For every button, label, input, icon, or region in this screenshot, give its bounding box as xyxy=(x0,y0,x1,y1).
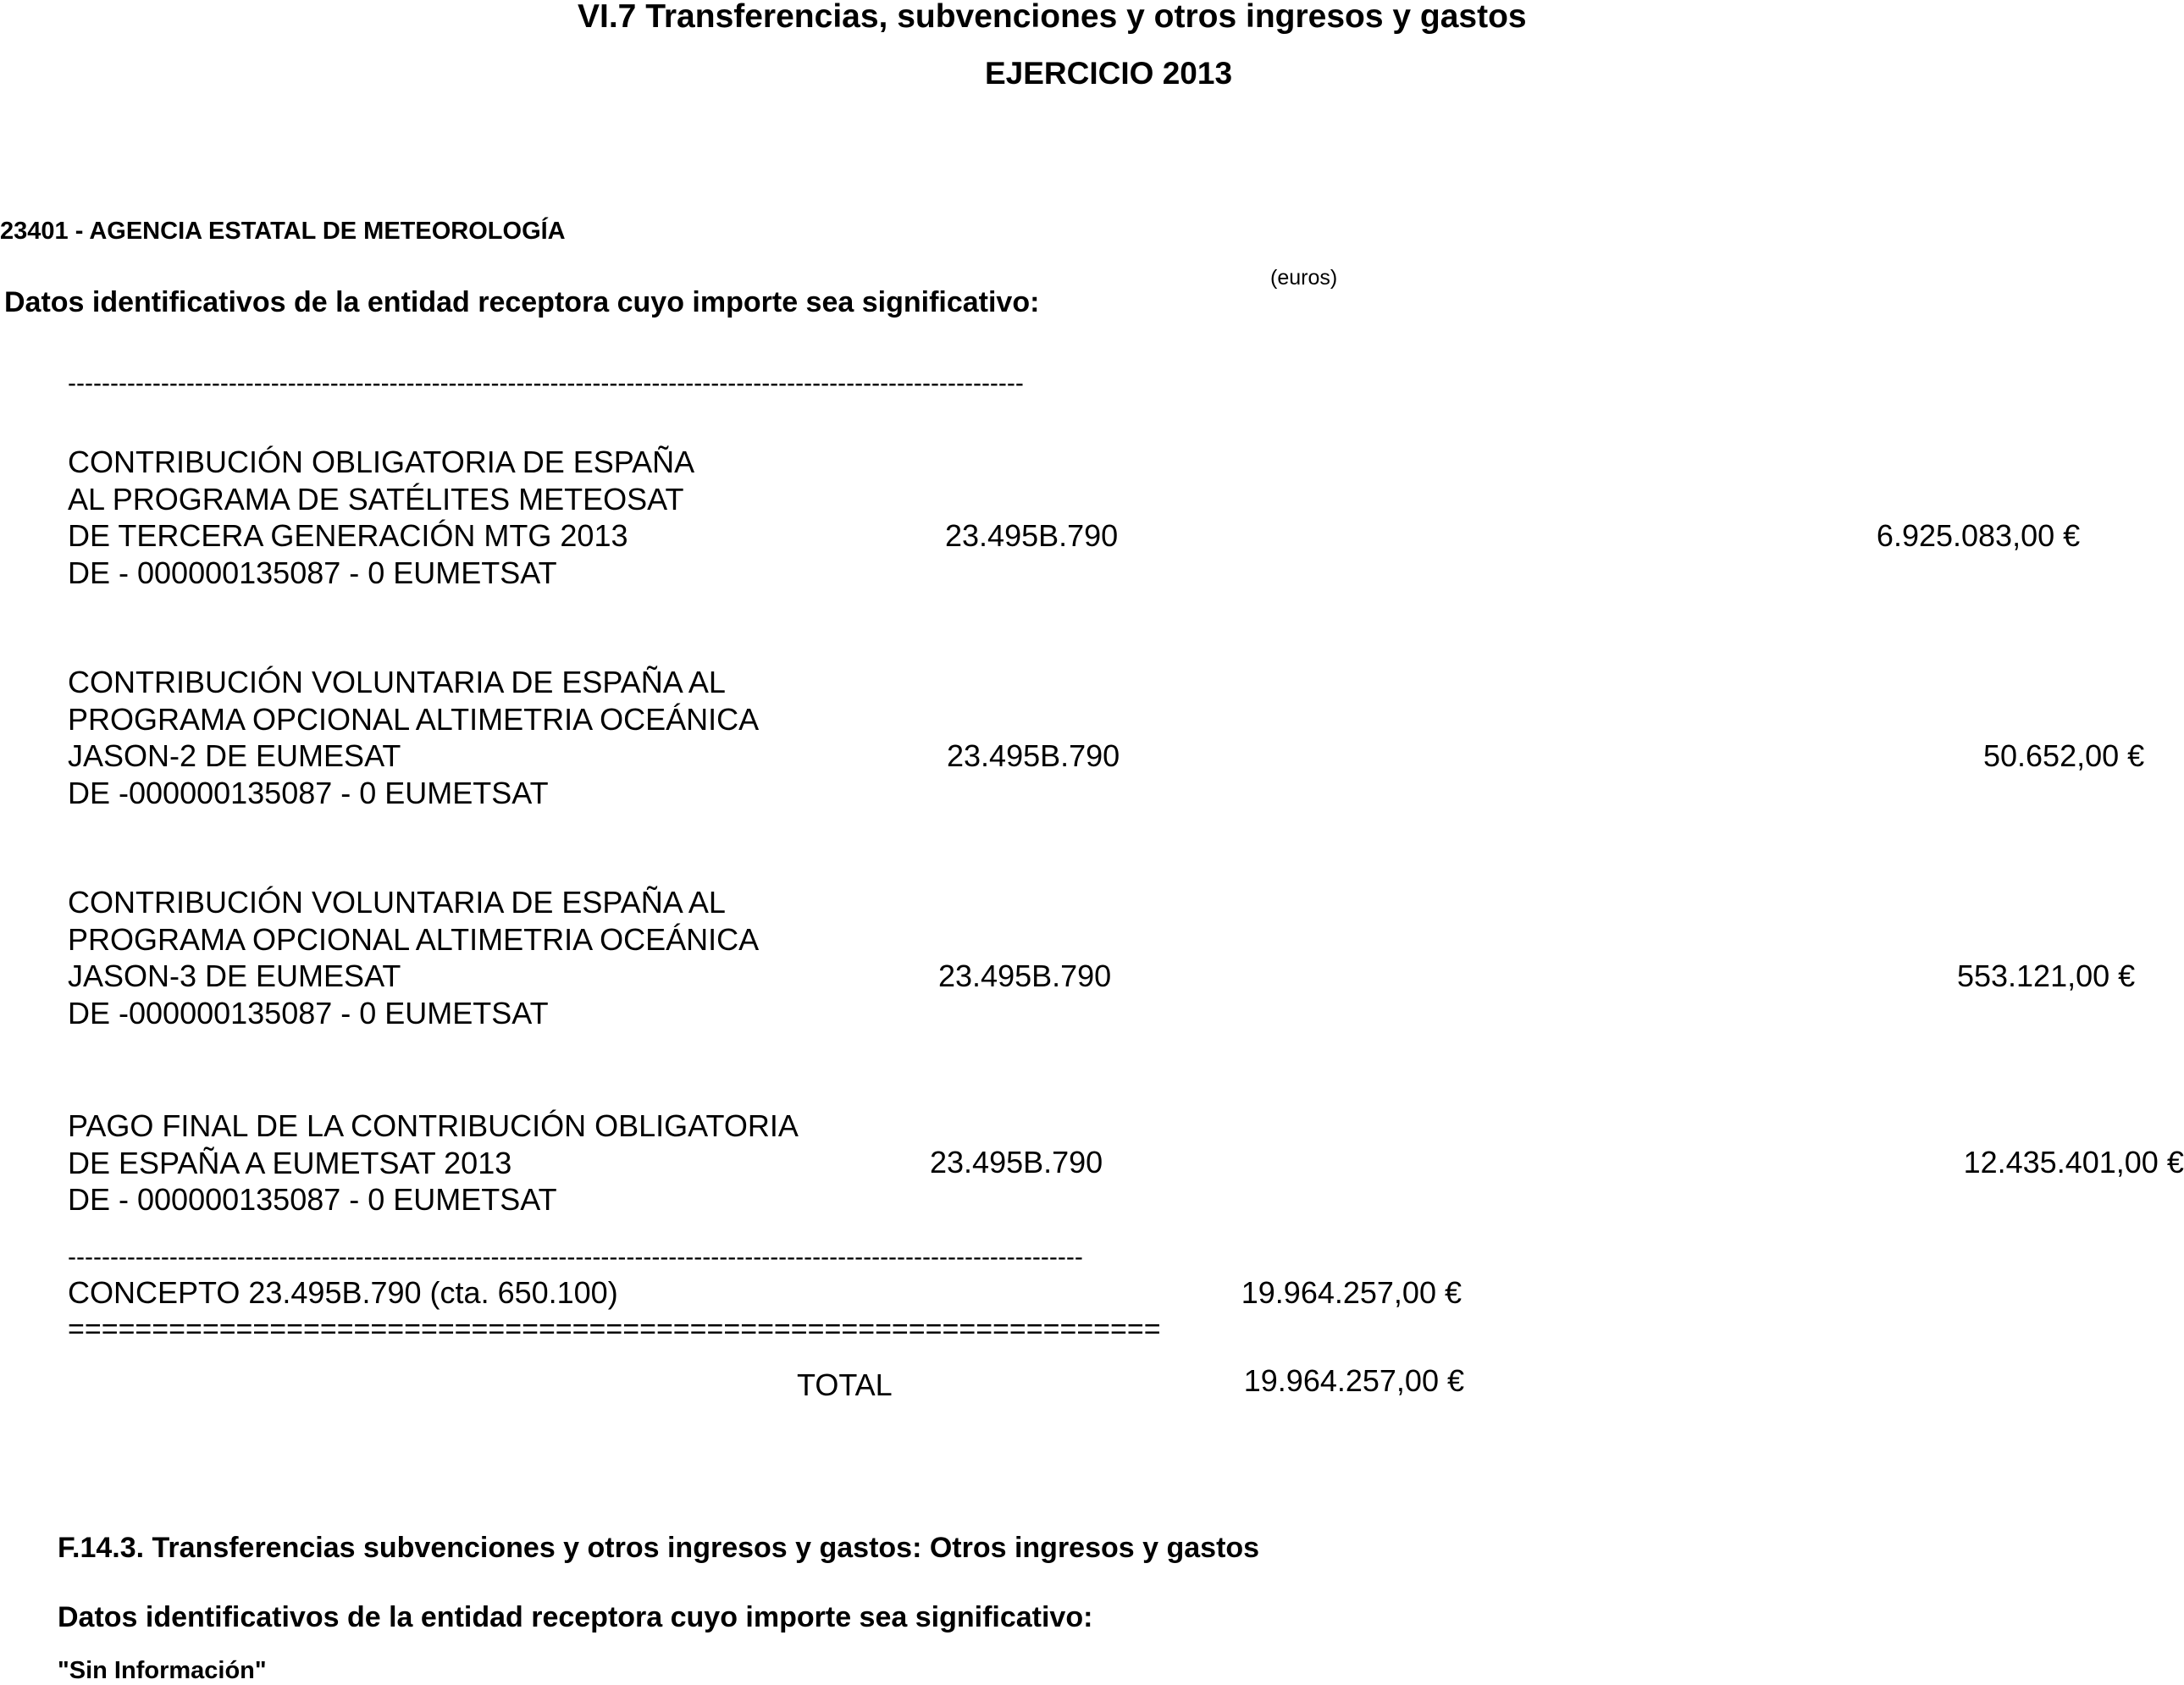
page-title: VI.7 Transferencias, subvenciones y otros ingresos y gastos xyxy=(578,0,1527,35)
entry-description-line: CONTRIBUCIÓN VOLUNTARIA DE ESPAÑA AL xyxy=(68,885,726,920)
entry-description-line: JASON-2 DE EUMESAT xyxy=(68,738,401,773)
entry-amount: 12.435.401,00 € xyxy=(1963,1145,2184,1180)
entry-description-line: CONTRIBUCIÓN VOLUNTARIA DE ESPAÑA AL xyxy=(68,665,726,699)
no-information-note: "Sin Información" xyxy=(58,1657,267,1684)
entry-description-line: JASON-3 DE EUMESAT xyxy=(68,959,401,993)
entry-amount: 553.121,00 € xyxy=(1956,959,2136,993)
units-label: (euros) xyxy=(1270,266,1338,290)
entry-description-line: DE ESPAÑA A EUMETSAT 2013 xyxy=(68,1145,512,1180)
total-amount: 19.964.257,00 € xyxy=(1243,1363,1464,1398)
total-label: TOTAL xyxy=(797,1367,893,1402)
transfer-entry xyxy=(68,884,2136,1031)
dashed-divider: ----------------------------------------------------------------------------------------------------------------- xyxy=(68,369,1024,397)
transfer-entry xyxy=(68,664,2145,811)
entry-description-line: DE -000000135087 - 0 EUMETSAT xyxy=(68,775,549,810)
dashed-divider: ------------------------------------------------------------------------------------------------------------------------ xyxy=(68,1243,1083,1271)
entry-budget-code: 23.495B.790 xyxy=(930,1145,1103,1180)
entry-description-line: PROGRAMA OPCIONAL ALTIMETRIA OCEÁNICA xyxy=(68,701,760,737)
entry-budget-code: 23.495B.790 xyxy=(945,518,1119,553)
transfer-entry xyxy=(68,1108,2184,1218)
entry-description-line: CONTRIBUCIÓN OBLIGATORIA DE ESPAÑA xyxy=(68,445,695,479)
entry-description-line: AL PROGRAMA DE SATÉLITES METEOSAT xyxy=(68,481,684,517)
section-heading-secondary: F.14.3. Transferencias subvenciones y otros ingresos y gastos: Otros ingresos y gastos xyxy=(58,1532,1260,1564)
section-heading: Datos identificativos de la entidad receptora cuyo importe sea significativo: xyxy=(4,286,1040,318)
entry-description-line: DE - 000000135087 - 0 EUMETSAT xyxy=(68,555,557,590)
double-divider: ================================================================= xyxy=(68,1313,1161,1345)
entry-description-line: DE -000000135087 - 0 EUMETSAT xyxy=(68,995,549,1030)
entry-budget-code: 23.495B.790 xyxy=(938,959,1112,993)
entry-description-line: DE - 000000135087 - 0 EUMETSAT xyxy=(68,1182,557,1217)
entry-description-line: PROGRAMA OPCIONAL ALTIMETRIA OCEÁNICA xyxy=(68,921,760,957)
transfer-entry xyxy=(68,444,2081,591)
concepto-amount: 19.964.257,00 € xyxy=(1241,1275,1462,1310)
entry-budget-code: 23.495B.790 xyxy=(947,738,1120,773)
entry-amount: 50.652,00 € xyxy=(1982,738,2145,773)
entry-description-line: PAGO FINAL DE LA CONTRIBUCIÓN OBLIGATORIA xyxy=(68,1108,799,1143)
entity-heading: 23401 - AGENCIA ESTATAL DE METEOROLOGÍA xyxy=(0,218,566,245)
concepto-label: CONCEPTO 23.495B.790 (cta. 650.100) xyxy=(68,1275,618,1310)
entry-description-line: DE TERCERA GENERACIÓN MTG 2013 xyxy=(68,518,628,553)
section-subheading: Datos identificativos de la entidad receptora cuyo importe sea significativo: xyxy=(58,1601,1093,1633)
page-subtitle: EJERCICIO 2013 xyxy=(985,56,1233,91)
entry-amount: 6.925.083,00 € xyxy=(1876,518,2081,553)
